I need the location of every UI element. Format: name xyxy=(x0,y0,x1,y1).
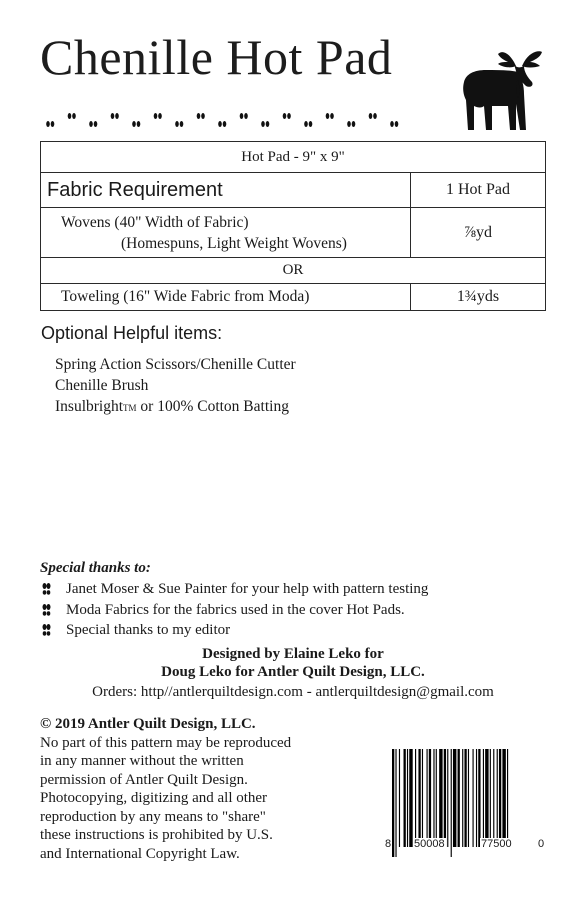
trademark-mark: TM xyxy=(123,403,137,413)
batting-prefix: Insulbright xyxy=(55,398,124,415)
barcode-bar xyxy=(464,749,466,847)
hoof-track-icon xyxy=(266,121,270,127)
barcode-bar xyxy=(444,749,446,847)
copyright-line: and International Copyright Law. xyxy=(40,845,240,862)
optional-items-title: Optional Helpful items: xyxy=(41,323,223,343)
hoof-track-icon xyxy=(283,113,287,119)
barcode-bar xyxy=(473,749,474,847)
barcode-bar xyxy=(451,749,452,857)
hoof-track-icon xyxy=(218,121,222,127)
footprint-icon xyxy=(40,582,66,596)
hoof-track-icon xyxy=(94,121,98,127)
barcode-bar xyxy=(407,749,408,847)
barcode-group2: 77500 xyxy=(481,838,512,850)
barcode-bar xyxy=(458,749,460,847)
quantity-header: 1 Hot Pad xyxy=(411,173,546,208)
barcode-bar xyxy=(399,749,400,847)
barcode-bar xyxy=(433,749,434,847)
size-caption: Hot Pad - 9" x 9" xyxy=(41,142,546,173)
list-item xyxy=(40,579,428,600)
barcode-bar xyxy=(429,749,431,847)
hoof-track-icon xyxy=(395,121,399,127)
orders-contact: Orders: http//antlerquiltdesign.com - antlerquiltdesign@gmail.com xyxy=(92,684,494,700)
hoof-track-icon xyxy=(197,113,201,119)
hoof-track-icon xyxy=(304,121,308,127)
copyright-line: No part of this pattern may be reproduced xyxy=(40,734,292,751)
barcode-bar xyxy=(404,749,406,847)
fabric-requirement-table xyxy=(40,141,546,311)
toweling-label: Toweling (16" Wide Fabric from Moda) xyxy=(41,284,411,311)
barcode-bar xyxy=(507,749,508,847)
barcode-bar xyxy=(422,749,423,847)
thanks-item-text: Moda Fabrics for the fabrics used in the cover Hot Pads. xyxy=(66,601,405,618)
moose-silhouette-icon xyxy=(458,48,542,130)
hoof-track-icon xyxy=(46,121,50,127)
copyright-line: reproduction by any means to "share" xyxy=(40,808,266,825)
footprint-icon xyxy=(40,623,66,637)
toweling-amount: 1¾yds xyxy=(411,284,546,311)
hoof-track-icon xyxy=(111,113,115,119)
hoof-track-icon xyxy=(287,113,291,119)
hoof-track-icon xyxy=(244,113,248,119)
copyright-line: these instructions is prohibited by U.S. xyxy=(40,827,273,843)
barcode-bar xyxy=(476,749,477,847)
hoof-track-icon xyxy=(180,121,184,127)
hoof-track-icon xyxy=(158,113,162,119)
barcode-group1: 50008 xyxy=(414,838,445,850)
thanks-item-text: Special thanks to my editor xyxy=(66,622,231,638)
hoof-track-icon xyxy=(240,113,244,119)
designer-credit-line2: Doug Leko for Antler Quilt Design, LLC. xyxy=(161,664,425,680)
optional-items-list xyxy=(55,354,296,417)
hoof-track-icon xyxy=(352,121,356,127)
special-thanks-title: Special thanks to: xyxy=(40,560,151,576)
barcode-bar xyxy=(427,749,428,847)
barcode-bar xyxy=(478,749,480,847)
page-title: Chenille Hot Pad xyxy=(40,29,393,85)
copyright-line: in any manner without the written xyxy=(40,753,244,769)
barcode-bar xyxy=(415,749,416,847)
list-item xyxy=(40,600,428,621)
fabric-requirement-label: Fabric Requirement xyxy=(41,173,411,208)
barcode-digit-first: 8 xyxy=(385,838,392,850)
hoof-track-icon xyxy=(330,113,334,119)
hoof-track-divider xyxy=(44,110,414,132)
barcode-bar xyxy=(485,749,488,847)
list-item xyxy=(55,396,296,417)
copyright-line: Photocopying, digitizing and all other xyxy=(40,790,268,806)
footprint-icon xyxy=(40,603,66,617)
barcode-bar xyxy=(462,749,463,847)
batting-suffix: or 100% Cotton Batting xyxy=(136,398,289,415)
wovens-cell xyxy=(41,208,411,258)
hoof-track-icon xyxy=(137,121,141,127)
barcode-bar xyxy=(409,749,412,847)
hoof-track-icon xyxy=(223,121,227,127)
hoof-track-icon xyxy=(51,121,55,127)
hoof-track-icon xyxy=(68,113,72,119)
copyright-notice xyxy=(40,715,340,863)
barcode-bar xyxy=(502,749,505,847)
barcode-bar xyxy=(436,749,437,847)
barcode-bar xyxy=(447,749,448,847)
hoof-track-icon xyxy=(201,113,205,119)
hoof-track-icon xyxy=(390,121,394,127)
barcode-bar xyxy=(483,749,484,847)
copyright-line: permission of Antler Quilt Design. xyxy=(40,771,248,788)
wovens-amount: ⅞yd xyxy=(411,208,546,258)
barcode-bar xyxy=(395,749,396,857)
list-item: Chenille Brush xyxy=(55,377,149,394)
barcode-bar xyxy=(453,749,456,847)
thanks-item-text: Janet Moser & Sue Painter for your help with pattern testing xyxy=(66,581,429,597)
barcode-bar xyxy=(439,749,442,847)
list-item: Spring Action Scissors/Chenille Cutter xyxy=(55,356,296,373)
barcode-bar xyxy=(468,749,469,847)
barcode-bar xyxy=(499,749,501,847)
wovens-line2: (Homespuns, Light Weight Wovens) xyxy=(121,234,347,252)
barcode-bar xyxy=(493,749,494,847)
list-item xyxy=(40,620,428,641)
hoof-track-icon xyxy=(175,121,179,127)
barcode-bar xyxy=(418,749,420,847)
hoof-track-icon xyxy=(132,121,136,127)
barcode-bar xyxy=(392,749,394,857)
hoof-track-icon xyxy=(326,113,330,119)
hoof-track-icon xyxy=(309,121,313,127)
or-label: OR xyxy=(41,258,546,284)
hoof-track-icon xyxy=(115,113,119,119)
barcode-bar xyxy=(490,749,491,847)
barcode-bar xyxy=(497,749,498,847)
hoof-track-icon xyxy=(89,121,93,127)
barcode-digit-last: 0 xyxy=(538,838,545,850)
hoof-track-icon xyxy=(369,113,373,119)
special-thanks-list xyxy=(40,579,428,641)
hoof-track-icon xyxy=(72,113,76,119)
hoof-track-icon xyxy=(347,121,351,127)
hoof-track-icon xyxy=(261,121,265,127)
barcode xyxy=(384,749,544,863)
hoof-track-icon xyxy=(373,113,377,119)
copyright-title: © 2019 Antler Quilt Design, LLC. xyxy=(40,716,256,732)
wovens-line1: Wovens (40" Width of Fabric) xyxy=(61,213,249,231)
hoof-track-icon xyxy=(154,113,158,119)
designer-credit-line1: Designed by Elaine Leko for xyxy=(202,646,384,662)
